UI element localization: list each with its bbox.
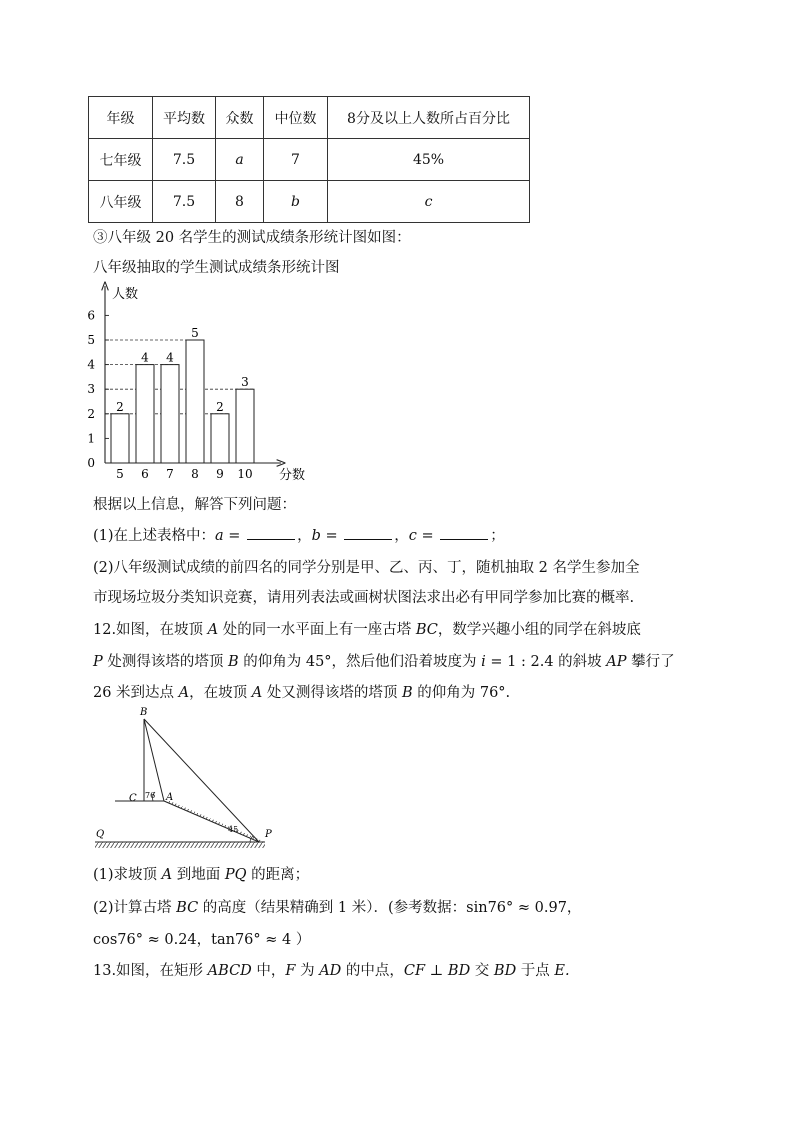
y-tick-label: 6 xyxy=(87,308,95,323)
var-c: c xyxy=(408,528,417,544)
text: 处的同一水平面上有一座古塔 xyxy=(218,622,416,638)
bar xyxy=(136,365,154,463)
segment-label: CF xyxy=(403,963,426,979)
label-c: C xyxy=(129,793,137,804)
q12-sub2-line2: cos76° ≈ 0.24，tan76° ≈ 4 ） xyxy=(93,932,311,948)
point-label: B xyxy=(227,654,239,670)
table-cell: a xyxy=(216,139,264,181)
item3-text: ③八年级 20 名学生的测试成绩条形统计图如图： xyxy=(93,230,411,246)
q12-sub2-line1 xyxy=(93,896,581,917)
x-tick-label: 8 xyxy=(191,467,199,481)
text: = 1 : 2.4 的斜坡 xyxy=(485,654,607,670)
text: (1)求坡顶 xyxy=(93,867,162,883)
y-tick-label: 0 xyxy=(87,456,95,470)
point-label: F xyxy=(285,963,296,979)
x-tick-label: 5 xyxy=(116,467,124,481)
answer-blank-a[interactable] xyxy=(247,527,295,540)
segment-label: BC xyxy=(415,622,438,638)
text: 12.如图，在坡顶 xyxy=(93,622,208,638)
table-cell: c xyxy=(328,181,530,223)
semicolon: ； xyxy=(490,528,505,544)
table-cell: 七年级 xyxy=(89,139,153,181)
data-label: 4 xyxy=(166,350,174,365)
score-bar-chart xyxy=(85,280,325,485)
equals-sign: = xyxy=(320,528,343,544)
sight-line-pb xyxy=(144,719,259,842)
table-cell: 45% xyxy=(328,139,530,181)
text: (2)计算古塔 xyxy=(93,900,177,916)
y-tick-label: 3 xyxy=(87,382,95,397)
text: 于点 xyxy=(516,963,555,979)
segment-label: PQ xyxy=(224,867,247,883)
x-tick-label: 10 xyxy=(237,467,253,481)
table-row xyxy=(89,139,530,181)
shape-label: ABCD xyxy=(207,963,252,979)
bar xyxy=(236,389,254,463)
q12-sub1 xyxy=(93,863,309,884)
point-label: A xyxy=(178,685,190,701)
table-cell: 8 xyxy=(216,181,264,223)
bar xyxy=(211,414,229,463)
y-tick-label: 5 xyxy=(87,333,95,347)
segment-label: AD xyxy=(319,963,342,979)
comma: ， xyxy=(394,528,409,544)
text: 的仰角为 45°，然后他们沿着坡度为 xyxy=(238,654,482,670)
point-label: P xyxy=(93,654,103,670)
text: 13.如图，在矩形 xyxy=(93,963,208,979)
data-label: 2 xyxy=(216,399,224,414)
answer-blank-b[interactable] xyxy=(344,527,392,540)
question-part2-line2: 市现场垃圾分类知识竞赛，请用列表法或画树状图法求出必有甲同学参加比赛的概率. xyxy=(93,590,635,606)
part1-text: (1)在上述表格中： xyxy=(93,528,216,544)
var-i: i xyxy=(481,654,486,670)
label-q: Q xyxy=(96,829,105,840)
text: 的距离； xyxy=(246,867,310,883)
data-label: 5 xyxy=(191,326,199,340)
header-cell: 平均数 xyxy=(153,97,216,139)
point-label: B xyxy=(401,685,413,701)
q12-line3 xyxy=(93,681,510,702)
text: 处又测得该塔的塔顶 xyxy=(262,685,402,701)
text: 的高度（结果精确到 1 米）．(参考数据：sin76° ≈ 0.97， xyxy=(198,900,582,916)
angle-76-label: 76 xyxy=(145,791,156,800)
data-label: 4 xyxy=(141,350,149,365)
point-label: A xyxy=(161,867,173,883)
var-b: b xyxy=(311,528,321,544)
equals-sign: = xyxy=(416,528,439,544)
text: ，数学兴趣小组的同学在斜坡底 xyxy=(437,622,641,638)
bar xyxy=(186,340,204,463)
y-axis-label: 人数 xyxy=(112,287,139,302)
text: 26 米到达点 xyxy=(93,685,179,701)
data-label: 2 xyxy=(116,399,124,414)
text: 中， xyxy=(251,963,286,979)
text: 攀行了 xyxy=(626,654,675,670)
data-label: 3 xyxy=(241,375,249,390)
y-tick-label: 1 xyxy=(87,431,95,446)
chart-title: 八年级抽取的学生测试成绩条形统计图 xyxy=(93,260,340,276)
text: 的仰角为 76°. xyxy=(412,685,511,701)
header-cell: 众数 xyxy=(216,97,264,139)
var-a: a xyxy=(215,528,224,544)
question-part2-line1: (2)八年级测试成绩的前四名的同学分别是甲、乙、丙、丁，随机抽取 2 名学生参加全 xyxy=(93,560,640,576)
slope-hatch-fill xyxy=(164,801,265,842)
text: 到地面 xyxy=(172,867,225,883)
perp-symbol: ⊥ xyxy=(425,963,448,979)
text: 的中点， xyxy=(341,963,404,979)
point-label: A xyxy=(251,685,263,701)
header-cell: 8分及以上人数所占百分比 xyxy=(328,97,530,139)
stats-table xyxy=(88,96,530,223)
bar xyxy=(111,414,129,463)
x-axis-label: 分数 xyxy=(279,468,306,483)
x-tick-label: 9 xyxy=(216,467,224,481)
angle-45-label: 45 xyxy=(228,825,239,834)
q13-line1 xyxy=(93,959,570,980)
equals-sign: = xyxy=(223,528,246,544)
q12-line1 xyxy=(93,618,641,639)
comma: ， xyxy=(297,528,312,544)
label-b: B xyxy=(140,707,148,718)
text: 交 xyxy=(470,963,494,979)
question-intro: 根据以上信息，解答下列问题： xyxy=(93,497,296,513)
x-tick-label: 6 xyxy=(141,467,149,481)
header-cell: 中位数 xyxy=(264,97,328,139)
table-row xyxy=(89,181,530,223)
q12-line2 xyxy=(93,650,675,671)
text: 处测得该塔的塔顶 xyxy=(102,654,228,670)
segment-label: BD xyxy=(493,963,517,979)
table-cell: 7.5 xyxy=(153,139,216,181)
segment-label: AP xyxy=(606,654,627,670)
table-header-row xyxy=(89,97,530,139)
label-a: A xyxy=(166,792,174,803)
text: 为 xyxy=(295,963,320,979)
table-cell: b xyxy=(264,181,328,223)
tower-slope-figure xyxy=(90,705,290,855)
label-p: P xyxy=(265,829,272,840)
sight-line-ab xyxy=(144,719,164,801)
text: ，在坡顶 xyxy=(189,685,252,701)
table-cell: 八年级 xyxy=(89,181,153,223)
x-tick-label: 7 xyxy=(166,467,174,481)
table-cell: 7.5 xyxy=(153,181,216,223)
segment-label: BC xyxy=(176,900,199,916)
point-label: E. xyxy=(554,963,570,979)
answer-blank-c[interactable] xyxy=(440,527,488,540)
header-cell: 年级 xyxy=(89,97,153,139)
point-label: A xyxy=(207,622,219,638)
bar xyxy=(161,365,179,463)
table-cell: 7 xyxy=(264,139,328,181)
segment-label: BD xyxy=(447,963,471,979)
question-part1 xyxy=(93,524,505,545)
y-tick-label: 4 xyxy=(87,357,95,372)
ground-hatching xyxy=(95,842,265,848)
y-tick-label: 2 xyxy=(87,406,95,421)
